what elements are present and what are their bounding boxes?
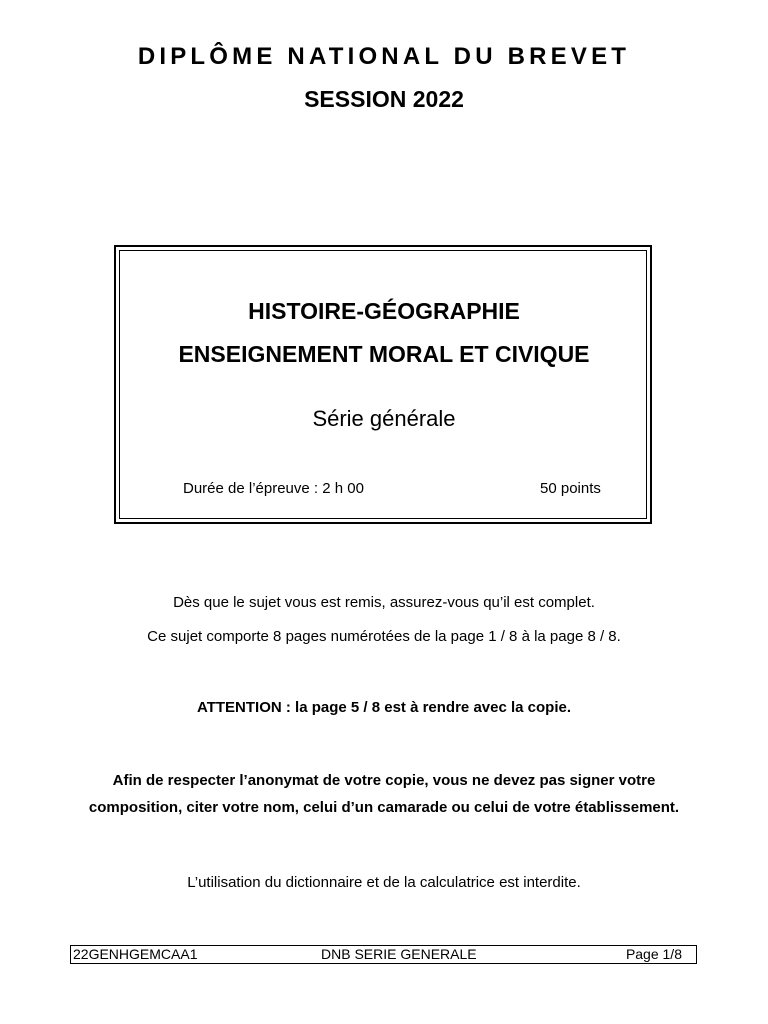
instruction-page-count: Ce sujet comporte 8 pages numérotées de la page 1 / 8 à la page 8 / 8. [147,628,621,645]
instruction-complete-check: Dès que le sujet vous est remis, assurez-vous qu’il est complet. [173,594,595,611]
anonymity-notice-line2: composition, citer votre nom, celui d’un camarade ou celui de votre établissement. [88,799,680,816]
anonymity-notice-line1: Afin de respecter l’anonymat de votre copie, vous ne devez pas signer votre [112,772,656,789]
exam-points: 50 points [540,480,601,497]
subject-title: HISTOIRE-GÉOGRAPHIE [248,298,520,324]
footer-page-number: Page 1/8 [625,946,682,962]
exam-duration: Durée de l’épreuve : 2 h 00 [183,480,364,497]
tools-notice: L’utilisation du dictionnaire et de la calculatrice est interdite. [187,874,581,891]
attention-notice: ATTENTION : la page 5 / 8 est à rendre avec la copie. [196,699,572,716]
footer-series: DNB SERIE GENERALE [321,946,477,962]
exam-info-box-inner-border [119,250,647,519]
footer-exam-code: 22GENHGEMCAA1 [73,946,198,962]
series-label: Série générale [312,406,456,431]
session-title: SESSION 2022 [304,86,464,112]
subject-subtitle: ENSEIGNEMENT MORAL ET CIVIQUE [178,341,590,367]
document-title: DIPLÔME NATIONAL DU BREVET [137,43,631,70]
page-footer [70,945,697,964]
